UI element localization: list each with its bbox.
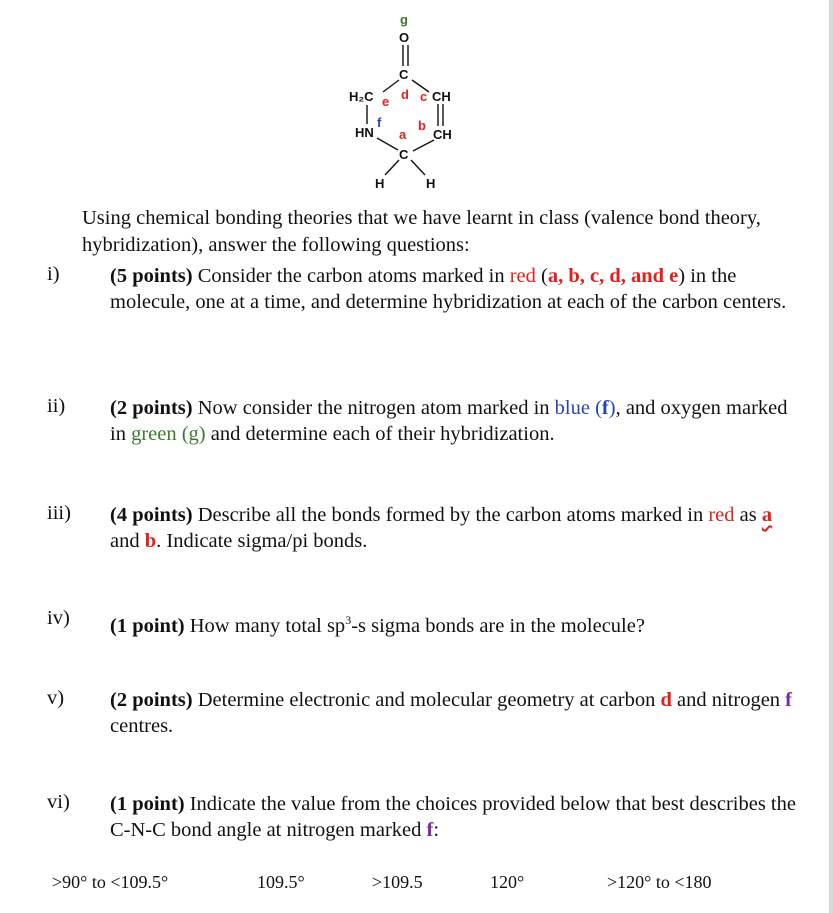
label-b: b — [418, 118, 426, 133]
atom-h-right: H — [426, 176, 436, 191]
question-1: (5 points) Consider the carbon atoms marked in red (a, b, c, d, and e) in the molecule, one at a time, and determine hybridization at each of the carbon centers. — [110, 265, 787, 313]
choice-3: >109.5 — [372, 872, 423, 892]
question-2-number: ii) — [47, 395, 66, 417]
choice-4: 120° — [490, 872, 525, 892]
question-2: (2 points) Now consider the nitrogen atom marked in blue (f), and oxygen marked in green (g) and determine each of their hybridization. — [110, 397, 788, 445]
choice-2: 109.5° — [257, 872, 305, 892]
molecule-diagram — [0, 0, 833, 200]
choice-1: >90° to <109.5° — [52, 872, 169, 892]
atom-ch-lower: CH — [433, 127, 452, 142]
question-4-number: iv) — [47, 607, 70, 629]
choice-5: >120° to <180 — [607, 872, 712, 892]
label-e: e — [382, 94, 390, 109]
question-3-number: iii) — [47, 502, 71, 524]
atom-oxygen: O — [399, 30, 410, 45]
atom-h-left: H — [375, 176, 385, 191]
question-1-number: i) — [47, 263, 60, 285]
atom-hn: HN — [355, 125, 374, 140]
question-4: (1 point) How many total $sp^3-s$ sigma bonds are in the molecule? — [110, 613, 645, 637]
atom-carbon-bottom: C — [399, 147, 409, 162]
question-6: (1 point) Indicate the value from the choices provided below that best describes the C-N-C bond angle at nitrogen marked f: — [110, 793, 796, 841]
question-5-number: v) — [47, 687, 65, 709]
atom-h2c: H₂C — [349, 89, 374, 104]
intro-text: Using chemical bonding theories that we have learnt in class (valence bond theory, hybridization), answer the following questions: — [82, 207, 761, 256]
question-5: (2 points) Determine electronic and molecular geometry at carbon d and nitrogen f centres. — [110, 689, 792, 737]
atom-ch-right: CH — [432, 89, 451, 104]
atom-carbon-top: C — [399, 67, 409, 82]
label-g: g — [400, 12, 408, 27]
label-d: d — [401, 87, 409, 102]
label-c: c — [420, 89, 428, 104]
question-6-number: vi) — [47, 791, 70, 813]
question-3: (4 points) Describe all the bonds formed by the carbon atoms marked in red as a and b. Indicate sigma/pi bonds. — [110, 504, 773, 552]
label-f: f — [377, 115, 382, 130]
label-a: a — [399, 127, 407, 142]
page-edge — [829, 0, 833, 913]
